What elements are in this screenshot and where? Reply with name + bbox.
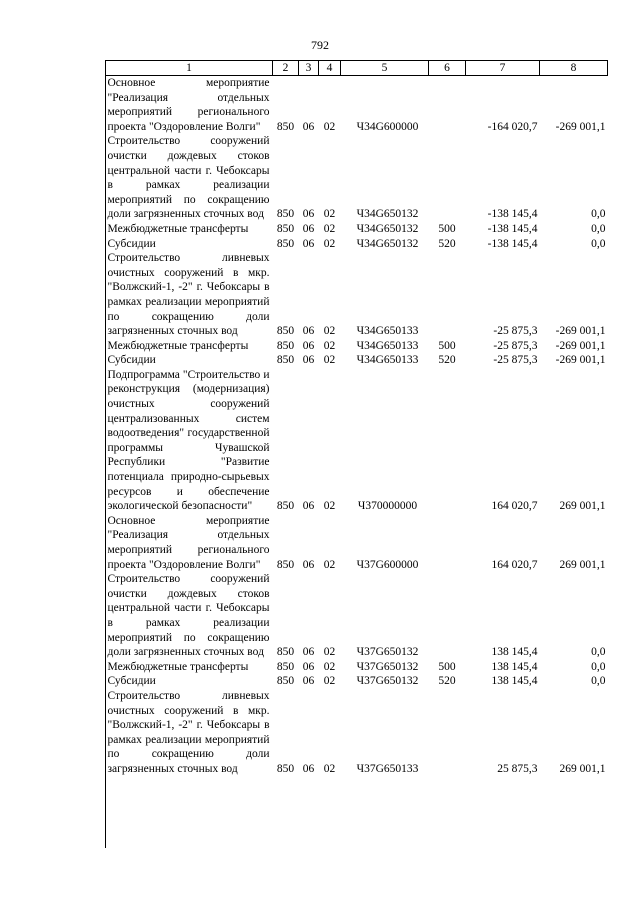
ministry-code: 850: [276, 222, 295, 235]
section-code: 06: [302, 325, 315, 338]
expense-type-code: 500: [438, 222, 456, 235]
subsection-code: 02: [323, 339, 336, 352]
table-row: [106, 339, 608, 354]
amount-year-1: -25 875,3: [493, 325, 538, 338]
ministry-code: 850: [276, 237, 295, 250]
ministry-code: 850: [276, 339, 295, 352]
expense-type-code: 500: [438, 339, 456, 352]
expense-type-code: 520: [438, 354, 456, 367]
subsection-code: 02: [323, 762, 336, 775]
subsection-code: 02: [323, 646, 336, 659]
subsection-code: 02: [323, 558, 336, 571]
amount-year-2: 269 001,1: [559, 762, 606, 775]
amount-year-1: -138 145,4: [487, 208, 538, 221]
ministry-code: 850: [276, 500, 295, 513]
amount-year-2: 0,0: [591, 237, 606, 250]
amount-year-1: -25 875,3: [493, 354, 538, 367]
table-row: [106, 368, 608, 514]
section-code: 06: [302, 208, 315, 221]
target-article-code: Ч34G650132: [356, 237, 419, 250]
subsection-code: 02: [323, 660, 336, 673]
subsection-code: 02: [323, 222, 336, 235]
amount-year-1: 164 020,7: [491, 558, 538, 571]
section-code: 06: [302, 660, 315, 673]
row-description: Межбюджетные трансферты: [107, 222, 249, 235]
expense-type-code: 500: [438, 660, 456, 673]
column-header: 1: [106, 61, 273, 76]
amount-year-2: -269 001,1: [555, 339, 606, 352]
row-description: Строительство ливневых очистных сооружений в мкр. "Волжский-1, -2" г. Чебоксары в рамках реализации мероприятий по сокращению доли загрязненных сточных вод: [107, 252, 270, 338]
section-code: 06: [302, 558, 315, 571]
amount-year-2: -269 001,1: [555, 325, 606, 338]
row-description: Строительство ливневых очистных сооружений в мкр. "Волжский-1, -2" г. Чебоксары в рамках реализации мероприятий по сокращению доли загрязненных сточных вод: [107, 689, 270, 775]
subsection-code: 02: [323, 208, 336, 221]
table-row: [106, 222, 608, 237]
expense-type-code: [429, 76, 466, 135]
amount-year-1: 138 145,4: [491, 646, 538, 659]
column-header: 8: [540, 61, 608, 76]
table-row: [106, 76, 608, 135]
amount-year-2: 269 001,1: [559, 558, 606, 571]
amount-year-2: 0,0: [591, 646, 606, 659]
ministry-code: 850: [276, 646, 295, 659]
amount-year-1: -25 875,3: [493, 339, 538, 352]
table-row: [106, 572, 608, 660]
amount-year-1: -138 145,4: [487, 237, 538, 250]
ministry-code: 850: [276, 208, 295, 221]
subsection-code: 02: [323, 325, 336, 338]
ministry-code: 850: [276, 325, 295, 338]
expense-type-code: [429, 689, 466, 777]
amount-year-1: 138 145,4: [491, 660, 538, 673]
table-header-row: [106, 61, 608, 76]
target-article-code: Ч370000000: [357, 500, 418, 513]
target-article-code: Ч37G650132: [356, 675, 419, 688]
ministry-code: 850: [276, 675, 295, 688]
row-description: Субсидии: [107, 354, 156, 367]
row-description: Межбюджетные трансферты: [107, 660, 249, 673]
table-row: [106, 689, 608, 777]
amount-year-2: 0,0: [591, 222, 606, 235]
row-description: Основное мероприятие "Реализация отдельных мероприятий регионального проекта "Оздоровление Волги": [107, 77, 270, 133]
section-code: 06: [302, 675, 315, 688]
column-header: 7: [466, 61, 540, 76]
target-article-code: Ч37G650132: [356, 646, 419, 659]
table-row: [106, 353, 608, 368]
section-code: 06: [302, 762, 315, 775]
amount-year-2: -269 001,1: [555, 354, 606, 367]
row-description: Основное мероприятие "Реализация отдельных мероприятий регионального проекта "Оздоровление Волги": [107, 514, 270, 571]
row-description: Субсидии: [107, 675, 156, 688]
subsection-code: 02: [323, 675, 336, 688]
amount-year-1: -138 145,4: [487, 222, 538, 235]
target-article-code: Ч34G650132: [356, 208, 419, 221]
subsection-code: 02: [323, 120, 336, 133]
amount-year-1: -164 020,7: [487, 120, 538, 133]
table-row: [106, 134, 608, 222]
target-article-code: Ч34G650133: [356, 325, 419, 338]
target-article-code: Ч34G650132: [356, 222, 419, 235]
expense-type-code: 520: [438, 675, 456, 688]
ministry-code: 850: [276, 660, 295, 673]
section-code: 06: [302, 222, 315, 235]
table-row: [106, 514, 608, 572]
section-code: 06: [302, 120, 315, 133]
amount-year-2: 0,0: [591, 208, 606, 221]
row-description: Строительство сооружений очистки дождевых стоков центральной части г. Чебоксары в рамках реализации мероприятий по сокращению доли загрязненных сточных вод: [107, 573, 270, 659]
page-number: 792: [311, 38, 329, 52]
amount-year-2: 0,0: [591, 675, 606, 688]
section-code: 06: [302, 354, 315, 367]
target-article-code: Ч34G650133: [356, 339, 419, 352]
column-header: 6: [429, 61, 466, 76]
row-description: Субсидии: [107, 237, 156, 250]
subsection-code: 02: [323, 237, 336, 250]
column-header: 4: [319, 61, 341, 76]
row-description: Подпрограмма "Строительство и реконструкция (модернизация) очистных сооружений централизованных систем водоотведения" государственной программы Чувашской Республики "Развитие потенциала природно-сырьевых ресурсов и обеспечение экологической безопасности": [107, 368, 270, 513]
table-row: [106, 660, 608, 675]
amount-year-1: 25 875,3: [497, 762, 538, 775]
subsection-code: 02: [323, 500, 336, 513]
section-code: 06: [302, 237, 315, 250]
budget-table: [105, 60, 608, 777]
expense-type-code: [429, 134, 466, 222]
column-header: 2: [273, 61, 299, 76]
target-article-code: Ч34G600000: [356, 120, 419, 133]
ministry-code: 850: [276, 762, 295, 775]
amount-year-1: 164 020,7: [491, 500, 538, 513]
ministry-code: 850: [276, 354, 295, 367]
amount-year-2: 0,0: [591, 660, 606, 673]
table-row: [106, 237, 608, 252]
ministry-code: 850: [276, 120, 295, 133]
expense-type-code: [429, 368, 466, 514]
amount-year-2: -269 001,1: [555, 120, 606, 133]
amount-year-2: 269 001,1: [559, 500, 606, 513]
section-code: 06: [302, 646, 315, 659]
target-article-code: Ч37G650132: [356, 660, 419, 673]
table-row: [106, 674, 608, 689]
section-code: 06: [302, 500, 315, 513]
row-description: Строительство сооружений очистки дождевых стоков центральной части г. Чебоксары в рамках реализации мероприятий по сокращению доли загрязненных сточных вод: [107, 135, 270, 221]
expense-type-code: [429, 514, 466, 572]
ministry-code: 850: [276, 558, 295, 571]
column-header: 5: [341, 61, 429, 76]
expense-type-code: [429, 572, 466, 660]
target-article-code: Ч37G650133: [356, 762, 419, 775]
target-article-code: Ч37G600000: [356, 558, 419, 571]
table-body: [106, 76, 608, 777]
target-article-code: Ч34G650133: [356, 354, 419, 367]
subsection-code: 02: [323, 354, 336, 367]
expense-type-code: 520: [438, 237, 456, 250]
column-header: 3: [299, 61, 319, 76]
amount-year-1: 138 145,4: [491, 675, 538, 688]
table-left-edge: [105, 74, 106, 848]
table-row: [106, 251, 608, 339]
expense-type-code: [429, 251, 466, 339]
section-code: 06: [302, 339, 315, 352]
row-description: Межбюджетные трансферты: [107, 339, 249, 352]
